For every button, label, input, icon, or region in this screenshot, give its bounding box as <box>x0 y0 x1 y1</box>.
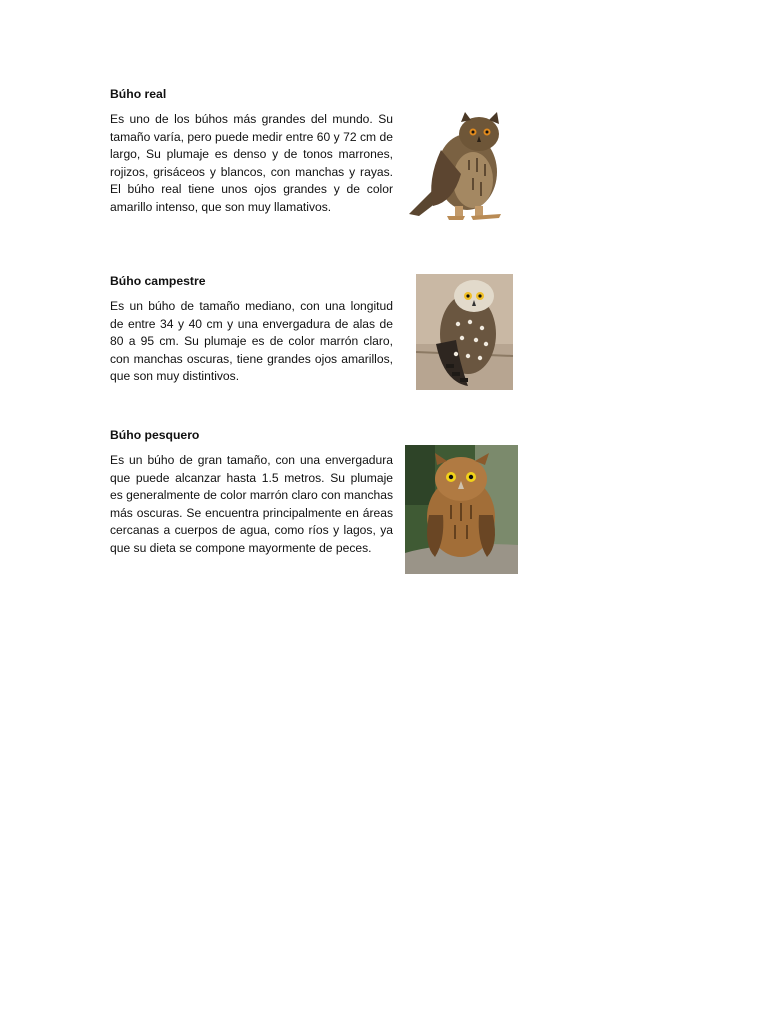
eurasian-eagle-owl-photo <box>405 110 511 222</box>
section-title: Búho campestre <box>110 274 206 288</box>
section-buho-pesquero <box>110 428 393 558</box>
section-paragraph: Es un búho de tamaño mediano, con una longitud de entre 34 y 40 cm y una envergadura de alas de 80 a 95 cm. Su plumaje es de color marrón claro, con manchas oscuras, tiene grandes ojos amarillos, que son muy distintivos. <box>110 299 393 384</box>
section-paragraph: Es un búho de gran tamaño, con una envergadura que puede alcanzar hasta 1.5 metros. Su plumaje es generalmente de color marrón claro con manchas más oscuras. Se encuentra principalmente en áreas cercanas a cuerpos de agua, como ríos y lagos, ya que su dieta se compone mayormente de peces. <box>110 453 394 555</box>
section-buho-campestre <box>110 274 393 386</box>
section-title: Búho real <box>110 87 167 101</box>
section-title: Búho pesquero <box>110 428 200 442</box>
section-paragraph: Es uno de los búhos más grandes del mundo. Su tamaño varía, pero puede medir entre 60 y 72 cm de largo, Su plumaje es denso y de tonos marrones, rojizos, grisáceos y blancos, con manchas y rayas. El búho real tiene unos ojos grandes y de color amarillo intenso, que son muy llamativos. <box>110 112 393 214</box>
section-buho-real <box>110 87 393 217</box>
fish-owl-photo <box>405 445 518 574</box>
short-eared-owl-photo <box>416 274 513 390</box>
